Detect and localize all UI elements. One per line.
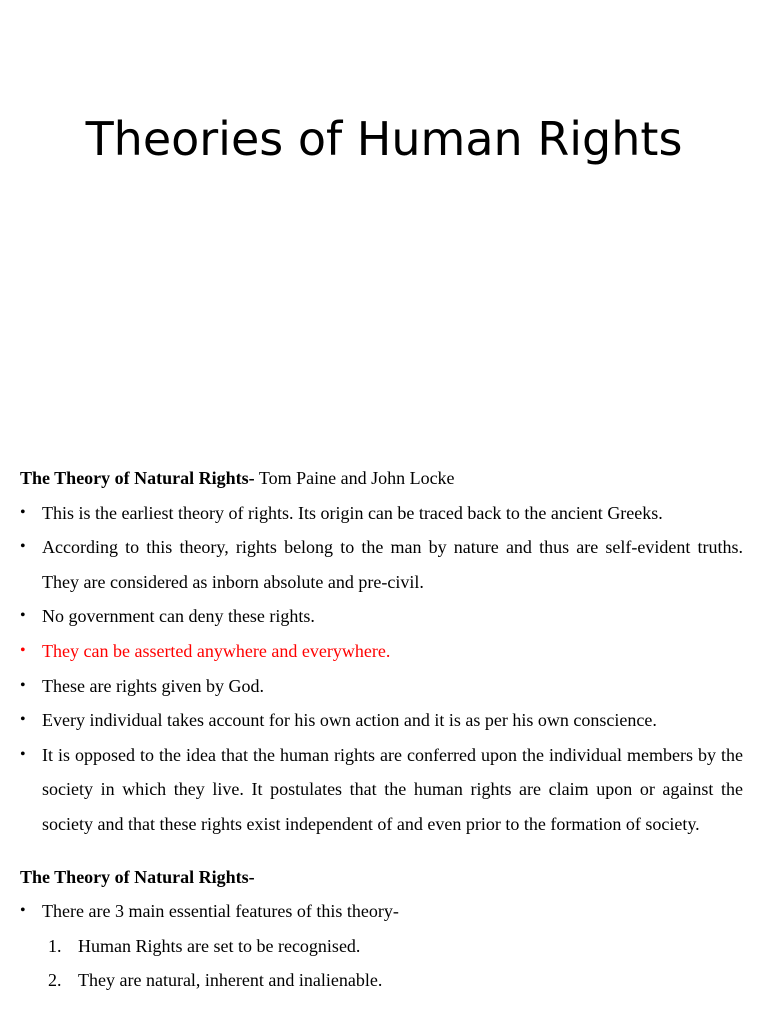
- numbered-text: Human Rights are set to be recognised.: [78, 935, 361, 956]
- bullet-text: No government can deny these rights.: [42, 606, 315, 627]
- bullet-item: [20, 894, 743, 929]
- section-heading: [20, 461, 743, 496]
- bullet-list: [20, 496, 743, 842]
- numbered-text: They are natural, inherent and inalienable.: [78, 970, 383, 991]
- bullet-item: [20, 669, 743, 704]
- bullet-item: [20, 530, 743, 599]
- bullet-item: [20, 599, 743, 634]
- section-heading-bold: The Theory of Natural Rights-: [20, 468, 255, 488]
- bullet-icon: •: [20, 711, 26, 729]
- bullet-item: [20, 703, 743, 738]
- bullet-text: According to this theory, rights belong to the man by nature and thus are self-evident truths. They are considered as inborn absolute and pre-civil.: [42, 537, 743, 592]
- slide-title: Theories of Human Rights: [85, 112, 683, 166]
- bullet-icon: •: [20, 538, 26, 556]
- bullet-item-highlighted: [20, 634, 743, 669]
- bullet-icon: •: [20, 902, 26, 920]
- numbered-item: [20, 929, 743, 964]
- bullet-text: They can be asserted anywhere and everywhere.: [42, 640, 391, 661]
- bullet-text: It is opposed to the idea that the human rights are conferred upon the individual members by the society in which they live. It postulates that the human rights are claim upon or against the society and that these rights exist independent of and even prior to the formation of society.: [42, 744, 743, 834]
- section-gap: [20, 842, 743, 860]
- bullet-text: Every individual takes account for his own action and it is as per his own conscience.: [42, 710, 657, 731]
- bullet-item: [20, 738, 743, 842]
- bullet-text: This is the earliest theory of rights. Its origin can be traced back to the ancient Greeks.: [42, 502, 663, 523]
- item-number: 2.: [48, 970, 62, 991]
- numbered-item: [20, 963, 743, 998]
- slide-body: [20, 461, 743, 998]
- bullet-list: [20, 894, 743, 929]
- section-heading: [20, 860, 743, 895]
- bullet-text: These are rights given by God.: [42, 675, 264, 696]
- bullet-icon: •: [20, 641, 26, 659]
- bullet-icon: •: [20, 676, 26, 694]
- bullet-icon: •: [20, 607, 26, 625]
- bullet-icon: •: [20, 503, 26, 521]
- bullet-icon: •: [20, 745, 26, 763]
- section-heading-authors: Tom Paine and John Locke: [254, 468, 455, 488]
- section-heading-bold: The Theory of Natural Rights-: [20, 866, 255, 887]
- numbered-list: [20, 929, 743, 998]
- bullet-text: There are 3 main essential features of this theory-: [42, 901, 399, 922]
- item-number: 1.: [48, 935, 62, 956]
- bullet-item: [20, 496, 743, 531]
